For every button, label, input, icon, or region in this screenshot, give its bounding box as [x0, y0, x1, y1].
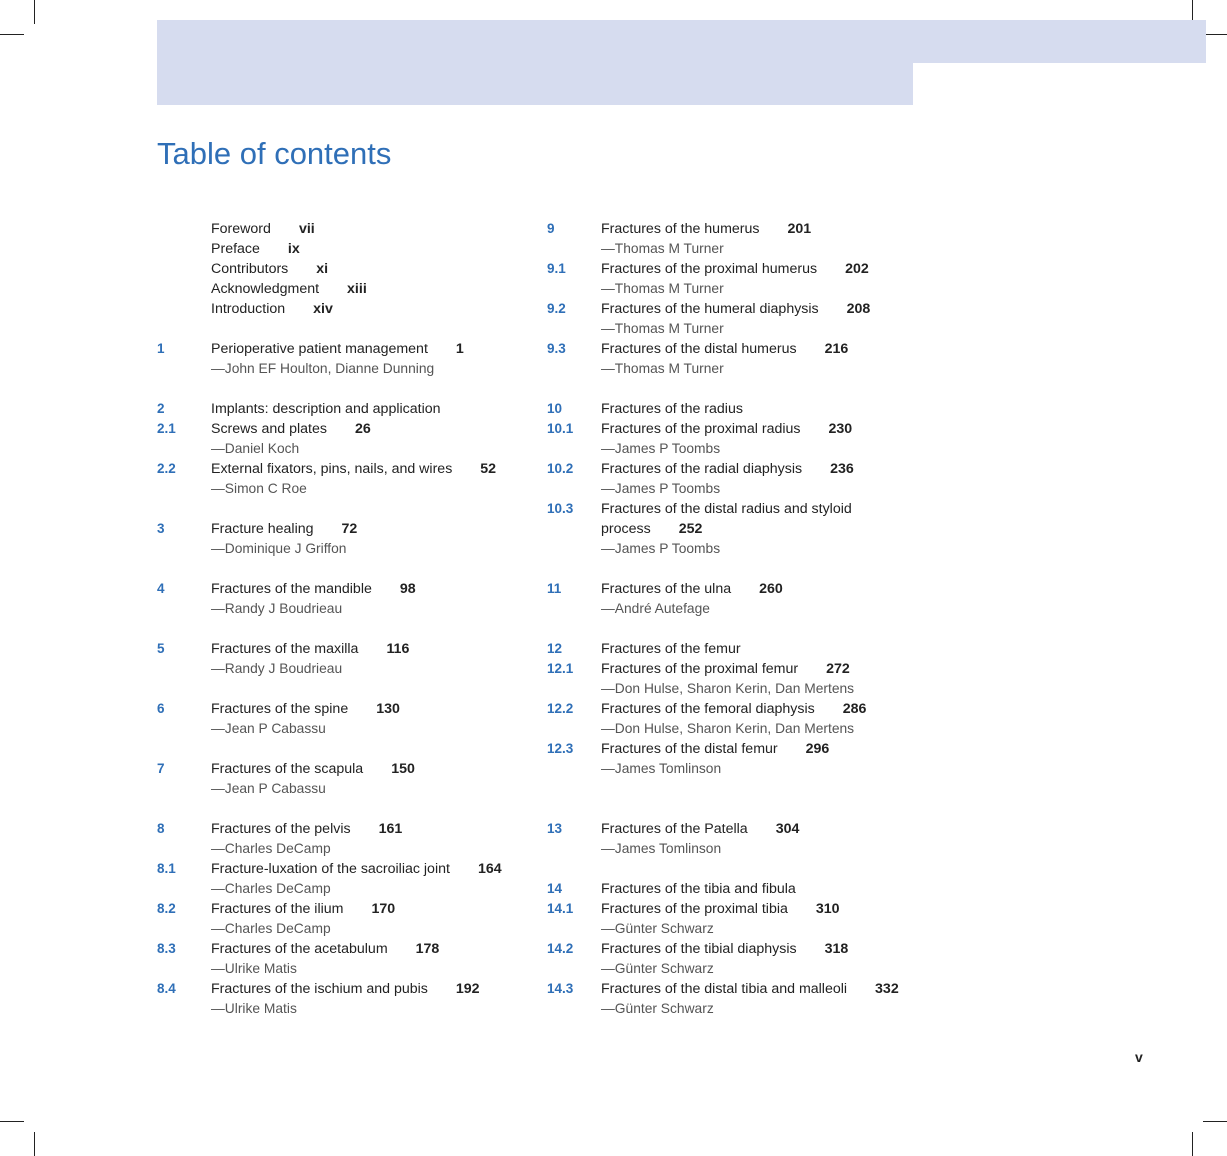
section-number: 12.1	[547, 661, 574, 676]
section-authors: —Thomas M Turner	[601, 281, 724, 296]
toc-entry[interactable]	[157, 759, 517, 799]
page-ref: vii	[298, 221, 315, 237]
toc-entry[interactable]	[547, 259, 907, 299]
toc-entry-line	[547, 659, 907, 679]
section-number: 1	[157, 341, 165, 356]
section-number: 9.3	[547, 341, 566, 356]
toc-entry[interactable]	[547, 659, 907, 699]
page-ref: xiii	[347, 281, 367, 297]
section-authors: —Jean P Cabassu	[211, 781, 326, 796]
crop-mark	[1192, 1132, 1193, 1156]
section-title: Fractures of the humerus	[601, 221, 760, 237]
toc-entry[interactable]	[157, 279, 517, 299]
toc-entry-line	[547, 579, 907, 599]
section-title: Fractures of the femoral diaphysis	[601, 701, 815, 717]
spacer	[547, 619, 907, 639]
section-title: Fracture healing	[211, 521, 314, 537]
section-authors: —Dominique J Griffon	[211, 541, 347, 556]
section-number: 8.4	[157, 981, 176, 996]
section-number: 8.1	[157, 861, 176, 876]
section-number: 8.2	[157, 901, 176, 916]
page-ref: 116	[386, 641, 410, 657]
toc-entry[interactable]	[157, 339, 517, 379]
spacer	[547, 559, 907, 579]
toc-entry[interactable]	[157, 979, 517, 1019]
page-ref: 170	[371, 901, 396, 917]
toc-entry[interactable]	[157, 239, 517, 259]
section-title: Fractures of the femur	[601, 641, 741, 657]
toc-entry[interactable]	[547, 819, 907, 859]
section-title: External fixators, pins, nails, and wires	[211, 461, 453, 477]
section-authors: —Charles DeCamp	[211, 881, 331, 896]
section-title: Fractures of the distal humerus	[601, 341, 797, 357]
page-ref: 310	[815, 901, 840, 917]
crop-mark	[1203, 34, 1227, 35]
section-authors: —Charles DeCamp	[211, 921, 331, 936]
section-authors: —Randy J Boudrieau	[211, 601, 343, 616]
page-number: v	[1135, 1049, 1143, 1065]
toc-entry-line	[547, 879, 907, 899]
section-authors: —Don Hulse, Sharon Kerin, Dan Mertens	[601, 681, 855, 696]
section-title: Fractures of the humeral diaphysis	[601, 301, 819, 317]
spacer	[157, 799, 517, 819]
section-number: 9.2	[547, 301, 566, 316]
page-ref: ix	[287, 241, 300, 257]
toc-entry-line	[547, 499, 907, 539]
toc-entry-line	[157, 399, 517, 419]
toc-entry-line	[547, 699, 907, 719]
section-title: Introduction	[211, 301, 286, 317]
toc-entry-line	[547, 259, 907, 279]
page-ref: 52	[480, 461, 497, 477]
section-title: Fractures of the ilium	[211, 901, 344, 917]
toc-entry[interactable]	[547, 419, 907, 459]
section-authors: —James P Toombs	[601, 441, 721, 456]
section-title: Fractures of the spine	[211, 701, 349, 717]
toc-entry[interactable]	[547, 499, 907, 559]
header-band	[157, 20, 913, 105]
section-number: 9	[547, 221, 555, 236]
section-authors: —Charles DeCamp	[211, 841, 331, 856]
page-ref: 318	[824, 941, 849, 957]
toc-entry[interactable]	[547, 879, 907, 899]
section-title: Screws and plates	[211, 421, 327, 437]
section-title: Fractures of the proximal radius	[601, 421, 801, 437]
section-number: 10.3	[547, 501, 574, 516]
toc-entry-line	[547, 639, 907, 659]
page-ref: 272	[826, 661, 850, 677]
page-ref: 130	[376, 701, 400, 717]
crop-mark	[34, 1132, 35, 1156]
toc-entry-line	[547, 419, 907, 439]
section-authors: —André Autefage	[601, 601, 710, 616]
toc-entry-line	[157, 419, 517, 439]
toc-entry[interactable]	[547, 399, 907, 419]
section-title: Fractures of the distal radius and styloid process	[601, 501, 852, 537]
toc-entry[interactable]	[157, 939, 517, 979]
section-title: Fractures of the ulna	[601, 581, 732, 597]
spacer	[157, 559, 517, 579]
toc-entry-line	[157, 759, 517, 779]
section-number: 2.1	[157, 421, 176, 436]
page-ref: xi	[316, 261, 329, 277]
toc-entry[interactable]	[157, 899, 517, 939]
toc-entry-line	[547, 899, 907, 919]
section-title: Perioperative patient management	[211, 341, 428, 357]
toc-entry-line	[157, 299, 517, 319]
section-authors: —Thomas M Turner	[601, 241, 724, 256]
section-authors: —Günter Schwarz	[601, 921, 714, 936]
page-ref: 208	[846, 301, 871, 317]
toc-entry-line	[157, 819, 517, 839]
section-authors: —Ulrike Matis	[211, 1001, 297, 1016]
toc-entry[interactable]	[157, 819, 517, 859]
section-authors: —Thomas M Turner	[601, 321, 724, 336]
section-number: 3	[157, 521, 165, 536]
section-number: 14.3	[547, 981, 574, 996]
section-title: Fractures of the radial diaphysis	[601, 461, 803, 477]
section-title: Fractures of the distal femur	[601, 741, 778, 757]
toc-entry[interactable]	[157, 259, 517, 279]
toc-entry-line	[157, 979, 517, 999]
toc-entry[interactable]	[547, 699, 907, 739]
section-title: Fractures of the tibial diaphysis	[601, 941, 797, 957]
spacer	[157, 499, 517, 519]
section-title: Fractures of the mandible	[211, 581, 372, 597]
toc-entry-line	[547, 399, 907, 419]
page-ref: 296	[805, 741, 830, 757]
page-ref: 286	[842, 701, 867, 717]
toc-entry-line	[547, 819, 907, 839]
section-number: 10	[547, 401, 563, 416]
page-ref: 192	[455, 981, 480, 997]
section-number: 8	[157, 821, 165, 836]
section-authors: —James P Toombs	[601, 481, 721, 496]
toc-entry-line	[157, 239, 517, 259]
toc-entry-line	[157, 939, 517, 959]
section-number: 14	[547, 881, 563, 896]
section-number: 12.2	[547, 701, 574, 716]
toc-entry-line	[157, 219, 517, 239]
toc-entry-line	[547, 939, 907, 959]
header-band-extension	[913, 20, 1206, 63]
section-authors: —Jean P Cabassu	[211, 721, 326, 736]
toc-entry-line	[157, 519, 517, 539]
section-title: Fractures of the proximal tibia	[601, 901, 788, 917]
toc-entry-line	[157, 899, 517, 919]
page-ref: 332	[875, 981, 899, 997]
section-title: Fractures of the scapula	[211, 761, 364, 777]
toc-entry-line	[157, 279, 517, 299]
toc-entry-line	[547, 739, 907, 759]
page-ref: 236	[830, 461, 854, 477]
toc-entry[interactable]	[547, 979, 907, 1019]
page-ref: 161	[378, 821, 403, 837]
toc-entry-line	[547, 219, 907, 239]
toc-entry[interactable]	[547, 219, 907, 259]
toc-column-right	[547, 219, 907, 1019]
section-title: Fractures of the acetabulum	[211, 941, 388, 957]
page-ref: xiv	[313, 301, 333, 317]
toc-entry[interactable]	[547, 899, 907, 939]
page-ref: 26	[354, 421, 371, 437]
toc-entry[interactable]	[157, 399, 517, 419]
page-ref: 150	[391, 761, 415, 777]
toc-entry[interactable]	[547, 339, 907, 379]
section-number: 14.1	[547, 901, 574, 916]
section-title: Contributors	[211, 261, 289, 277]
section-number: 13	[547, 821, 563, 836]
page-ref: 304	[775, 821, 800, 837]
spacer	[157, 739, 517, 759]
toc-entry-line	[157, 259, 517, 279]
section-authors: —Simon C Roe	[211, 481, 307, 496]
toc-entry[interactable]	[157, 419, 517, 459]
section-number: 2	[157, 401, 165, 416]
section-number: 4	[157, 581, 165, 596]
section-number: 12	[547, 641, 563, 656]
section-authors: —Günter Schwarz	[601, 1001, 714, 1016]
spacer	[547, 799, 907, 819]
section-authors: —James Tomlinson	[601, 841, 722, 856]
toc-entry[interactable]	[157, 579, 517, 619]
section-title: Fractures of the distal tibia and malleoli	[601, 981, 848, 997]
toc-entry[interactable]	[547, 639, 907, 659]
section-number: 2.2	[157, 461, 176, 476]
section-authors: —John EF Houlton, Dianne Dunning	[211, 361, 435, 376]
toc-entry[interactable]	[157, 859, 517, 899]
page-ref: 260	[759, 581, 783, 597]
toc-entry[interactable]	[157, 519, 517, 559]
toc-entry-line	[157, 859, 517, 879]
toc-entry[interactable]	[547, 739, 907, 779]
crop-mark	[1203, 1121, 1227, 1122]
section-authors: —Thomas M Turner	[601, 361, 724, 376]
spacer	[157, 679, 517, 699]
toc-entry-line	[157, 339, 517, 359]
page-ref: 98	[399, 581, 416, 597]
section-number: 5	[157, 641, 165, 656]
toc-entry[interactable]	[157, 459, 517, 499]
page-ref: 230	[828, 421, 853, 437]
section-title: Fractures of the maxilla	[211, 641, 359, 657]
section-title: Fractures of the tibia and fibula	[601, 881, 796, 897]
section-title: Implants: description and application	[211, 401, 441, 417]
section-number: 7	[157, 761, 165, 776]
toc-entry-line	[157, 639, 517, 659]
toc-entry[interactable]	[157, 219, 517, 239]
toc-entry[interactable]	[547, 939, 907, 979]
toc-entry-line	[157, 699, 517, 719]
toc-entry[interactable]	[157, 699, 517, 739]
page-ref: 1	[455, 341, 464, 357]
section-authors: —James P Toombs	[601, 541, 721, 556]
crop-mark	[34, 0, 35, 24]
spacer	[547, 379, 907, 399]
spacer	[547, 859, 907, 879]
page-ref: 202	[845, 261, 869, 277]
section-title: Fractures of the pelvis	[211, 821, 351, 837]
toc-entry[interactable]	[157, 639, 517, 679]
toc-entry[interactable]	[547, 579, 907, 619]
toc-entry-line	[547, 299, 907, 319]
section-title: Acknowledgment	[211, 281, 320, 297]
spacer	[157, 619, 517, 639]
section-number: 6	[157, 701, 165, 716]
section-number: 8.3	[157, 941, 176, 956]
page-ref: 178	[415, 941, 440, 957]
section-title: Fractures of the Patella	[601, 821, 748, 837]
spacer	[157, 319, 517, 339]
section-title: Fracture-luxation of the sacroiliac joint	[211, 861, 450, 877]
section-title: Fractures of the proximal femur	[601, 661, 799, 677]
section-number: 12.3	[547, 741, 574, 756]
page-ref: 72	[341, 521, 358, 537]
spacer	[157, 379, 517, 399]
section-authors: —Ulrike Matis	[211, 961, 297, 976]
section-number: 10.1	[547, 421, 574, 436]
section-title: Fractures of the radius	[601, 401, 743, 417]
toc-entry-line	[547, 459, 907, 479]
section-number: 10.2	[547, 461, 574, 476]
section-number: 14.2	[547, 941, 574, 956]
section-authors: —Daniel Koch	[211, 441, 300, 456]
page-ref: 164	[477, 861, 502, 877]
page-title: Table of contents	[157, 136, 392, 171]
section-title: Fractures of the proximal humerus	[601, 261, 818, 277]
spacer	[547, 779, 907, 799]
section-title: Foreword	[211, 221, 271, 237]
toc-entry-line	[157, 579, 517, 599]
crop-mark	[0, 34, 24, 35]
section-number: 9.1	[547, 261, 566, 276]
section-authors: —Randy J Boudrieau	[211, 661, 343, 676]
section-title: Preface	[211, 241, 260, 257]
section-number: 11	[547, 581, 562, 596]
section-authors: —Günter Schwarz	[601, 961, 714, 976]
page-ref: 216	[824, 341, 849, 357]
toc-column-left	[157, 219, 517, 1019]
toc-entry-line	[157, 459, 517, 479]
toc-entry[interactable]	[547, 459, 907, 499]
toc-entry[interactable]	[547, 299, 907, 339]
page-ref: 252	[678, 521, 703, 537]
toc-entry-line	[547, 339, 907, 359]
section-authors: —James Tomlinson	[601, 761, 722, 776]
section-authors: —Don Hulse, Sharon Kerin, Dan Mertens	[601, 721, 855, 736]
page-ref: 201	[787, 221, 812, 237]
toc-entry-line	[547, 979, 907, 999]
section-title: Fractures of the ischium and pubis	[211, 981, 428, 997]
toc-entry[interactable]	[157, 299, 517, 319]
crop-mark	[0, 1121, 24, 1122]
